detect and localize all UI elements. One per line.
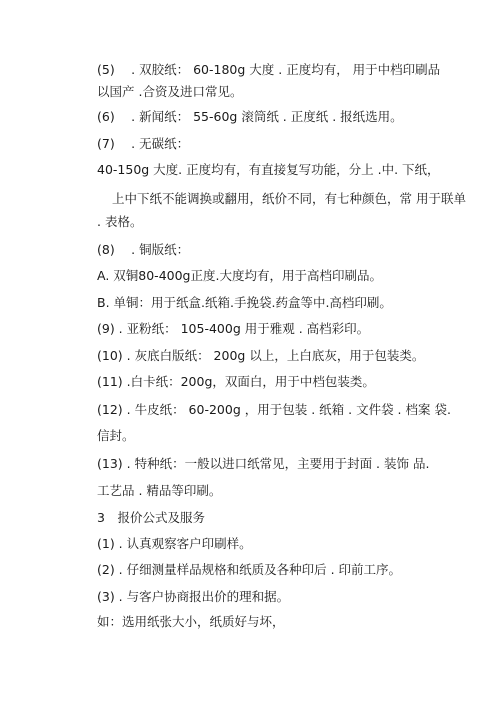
text-line: 如：选用纸张大小，纸质好与坏， <box>97 614 285 629</box>
text-line: (6) . 新闻纸： 55-60g 滚筒纸 . 正度纸 . 报纸选用。 <box>97 109 403 124</box>
text-line: 信封。 <box>97 428 135 443</box>
text-line: 40-150g 大度. 正度均有，有直接复写功能，分上 .中. 下纸， <box>97 162 440 177</box>
text-line: (8) . 铜版纸： <box>97 242 190 257</box>
text-line: . 表格。 <box>97 214 143 229</box>
text-line: A. 双铜80-400g正度.大度均有，用于高档印刷品。 <box>97 268 382 283</box>
text-line: (7) . 无碳纸： <box>97 136 190 151</box>
text-line: 上中下纸不能调换或翻用，纸价不同，有七种颜色，常 用于联单 <box>112 191 466 206</box>
text-line: 工艺品 . 精品等印刷。 <box>97 483 222 498</box>
text-line: (10) . 灰底白版纸： 200g 以上，上白底灰，用于包装类。 <box>97 348 425 363</box>
text-line: (12) . 牛皮纸： 60-200g ，用于包装 . 纸箱 . 文件袋 . 档案 袋. <box>97 402 451 417</box>
section-heading: 3 报价公式及服务 <box>97 510 205 525</box>
text-line: (11) .白卡纸：200g，双面白，用于中档包装类。 <box>97 374 375 389</box>
text-line: (2) . 仔细测量样品规格和纸质及各种印后 . 印前工序。 <box>97 562 402 577</box>
text-line: (13) . 特种纸：一般以进口纸常见，主要用于封面 . 装饰 品. <box>97 456 430 471</box>
text-line: 以国产 .合资及进口常见。 <box>97 84 243 99</box>
text-line: (1) . 认真观察客户印刷样。 <box>97 536 252 551</box>
text-line: (9) . 亚粉纸： 105-400g 用于雅观 . 高档彩印。 <box>97 321 370 336</box>
text-line: (5) . 双胶纸： 60-180g 大度 . 正度均有， 用于中档印刷品 <box>97 62 441 77</box>
text-line: (3) . 与客户协商报出价的理和据。 <box>97 589 290 604</box>
text-line: B. 单铜：用于纸盒.纸箱.手挽袋.药盒等中.高档印刷。 <box>97 295 392 310</box>
